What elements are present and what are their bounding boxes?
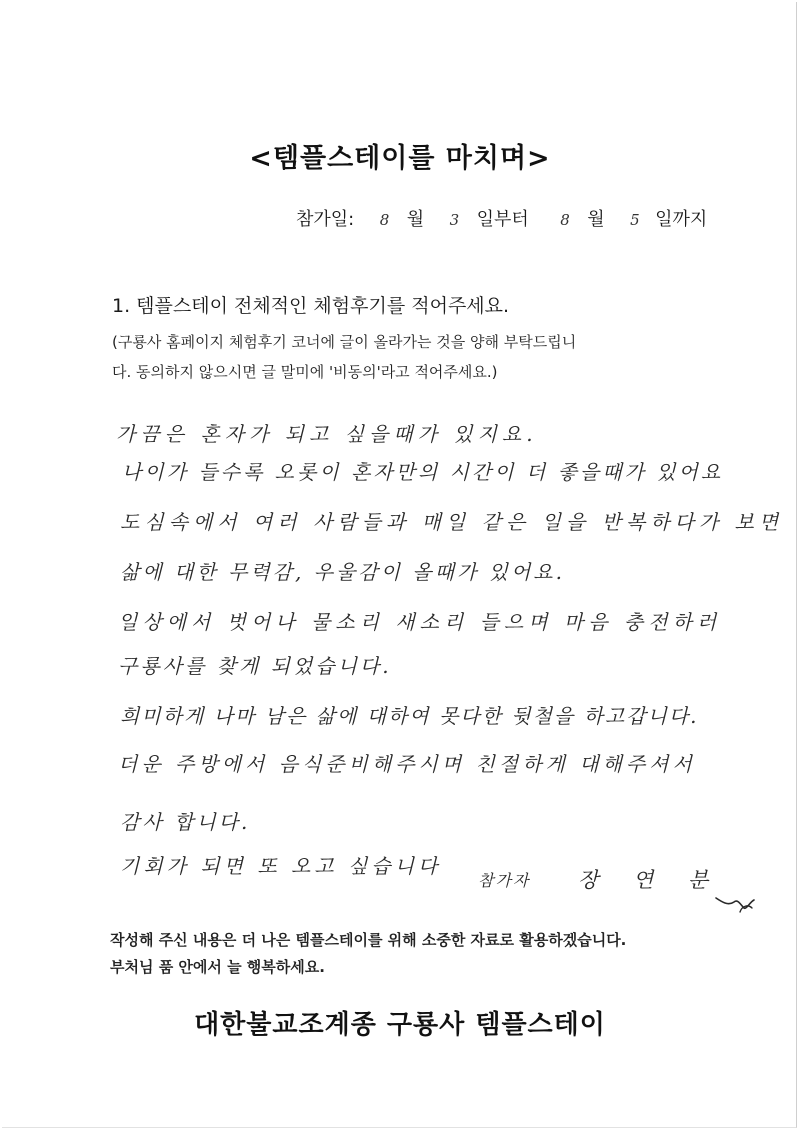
consent-note-line-1: (구룡사 홈페이지 체험후기 코너에 글이 올라가는 것을 양해 부탁드립니: [112, 333, 577, 351]
page-title: <템플스테이를 마치며>: [249, 143, 551, 174]
from-text: 일부터: [476, 209, 529, 230]
organization-name: 대한불교조계종 구룡사 템플스테이: [194, 1010, 606, 1040]
question-heading: 1. 템플스테이 전체적인 체험후기를 적어주세요.: [112, 295, 510, 317]
participation-label: 참가일:: [296, 209, 355, 230]
end-month-value: 8: [560, 211, 570, 229]
handwritten-line: 삶에 대한 무력감, 우울감이 올때가 있어요.: [120, 560, 565, 584]
handwritten-line: 희미하게 나마 남은 삶에 대하여 못다한 뒷철을 하고갑니다.: [120, 704, 699, 728]
handwritten-line: 더운 주방에서 음식준비해주시며 친절하게 대해주셔서: [118, 752, 696, 776]
handwritten-line: 도심속에서 여러 사람들과 매일 같은 일을 반복하다가 보면: [120, 510, 784, 534]
month-unit-1: 월: [406, 209, 425, 230]
footer-thanks-text: 작성해 주신 내용은 더 나은 템플스테이를 위해 소중한 자료로 활용하겠습니다.: [110, 931, 627, 949]
handwritten-line: 일상에서 벗어나 물소리 새소리 들으며 마음 충전하러: [118, 610, 722, 634]
participant-label: 참가자: [478, 871, 531, 890]
consent-note-line-2: 다. 동의하지 않으시면 글 말미에 '비동의'라고 적어주세요.): [112, 363, 498, 381]
until-text: 일까지: [655, 209, 708, 230]
participant-name: 장 연 분: [578, 868, 723, 892]
footer-blessing-text: 부처님 품 안에서 늘 행복하세요.: [110, 958, 325, 976]
signature-area: [478, 862, 778, 922]
handwritten-line: 나이가 들수록 오롯이 혼자만의 시간이 더 좋을때가 있어요: [122, 460, 724, 484]
end-day-value: 5: [630, 211, 640, 229]
participation-period: [296, 205, 707, 231]
month-unit-2: 월: [587, 209, 605, 230]
handwritten-line: 감사 합니다.: [120, 810, 251, 834]
start-month-value: 8: [379, 211, 390, 229]
signature-scribble: [478, 862, 778, 922]
handwritten-line: 가끔은 혼자가 되고 싶을때가 있지요.: [116, 422, 538, 446]
handwritten-line: 구룡사를 찾게 되었습니다.: [118, 654, 392, 678]
handwritten-line: 기회가 되면 또 오고 싶습니다: [120, 854, 442, 878]
start-day-value: 3: [449, 211, 460, 229]
